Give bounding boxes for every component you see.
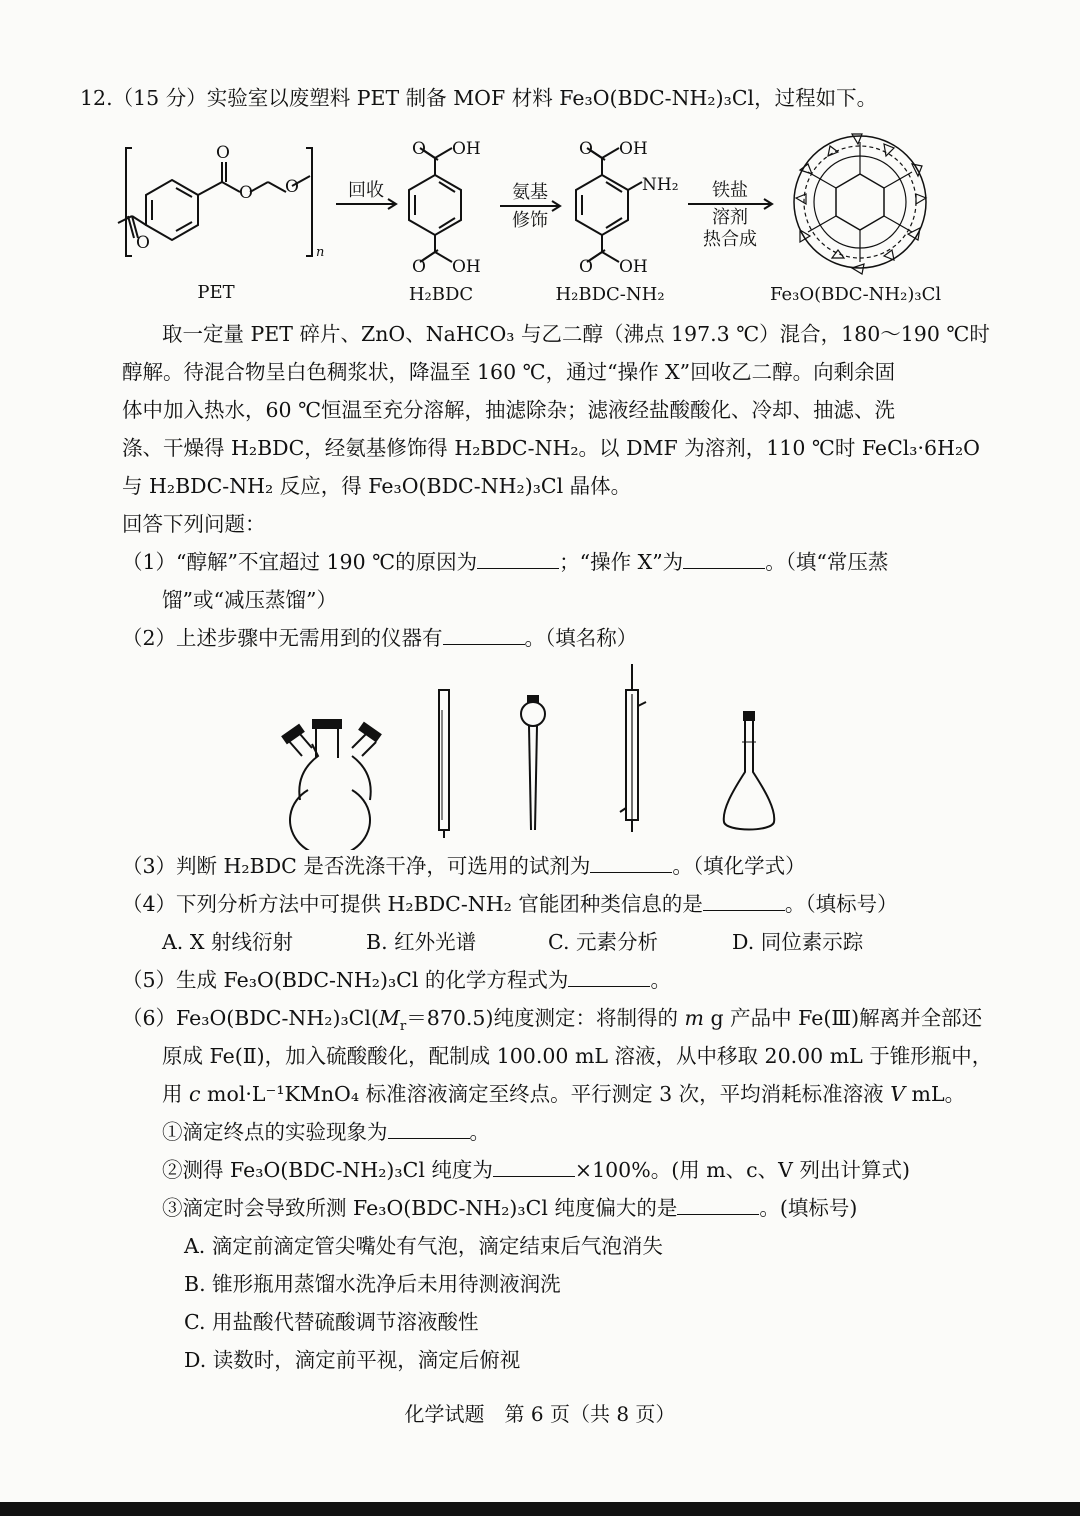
h2bdc-ring (409, 175, 461, 235)
q3-text-b: 。（填化学式） (672, 854, 806, 878)
arrow-2-label-bottom: 修饰 (512, 210, 548, 231)
amino-group-label: NH₂ (642, 175, 679, 195)
instrument-figure (0, 650, 1080, 850)
mof-label: Fe₃O(BDC-NH₂)₃Cl (770, 284, 942, 305)
q6-sub-3-blank[interactable] (677, 1194, 759, 1215)
arrow-2-label-top: 氨基 (512, 182, 548, 203)
body-line-5: 与 H₂BDC-NH₂ 反应，得 Fe₃O(BDC-NH₂)₃Cl 晶体。 (122, 474, 632, 498)
arrow-3-label-top: 铁盐 (712, 180, 748, 201)
h2bdc-nh2-oh-top: OH (619, 139, 648, 159)
h2bdc-nh2-o-bottom: O (579, 257, 593, 277)
q6-option-c: C. 用盐酸代替硫酸调节溶液酸性 (184, 1310, 479, 1334)
body-line-4: 涤、干燥得 H₂BDC，经氨基修饰得 H₂BDC-NH₂。以 DMF 为溶剂，110 ℃时 FeCl₃·6H₂O (122, 436, 980, 460)
pet-o-left: O (136, 233, 150, 253)
h2bdc-oh-top: OH (452, 139, 481, 159)
volumetric-flask-icon (724, 712, 775, 830)
q6-mr-sub: r (399, 1019, 407, 1035)
q6-sub-1 (162, 1118, 490, 1146)
q6-line-1 (122, 1004, 982, 1041)
q5-text-a: （5）生成 Fe₃O(BDC-NH₂)₃Cl 的化学方程式为 (122, 968, 569, 992)
separatory-funnel-icon (521, 696, 545, 830)
q4-text-a: （4）下列分析方法中可提供 H₂BDC-NH₂ 官能团种类信息的是 (122, 892, 703, 916)
three-neck-flask-icon (283, 720, 381, 850)
q5-line (122, 966, 671, 994)
h2bdc-nh2-o-top: O (579, 139, 593, 159)
q6-text-c3: mL。 (905, 1082, 966, 1106)
q2-text-a: （2）上述步骤中无需用到的仪器有 (122, 626, 443, 650)
pet-o-ester: O (239, 183, 253, 203)
body-line-3: 体中加入热水，60 ℃恒温至充分溶解，抽滤除杂；滤液经盐酸酸化、冷却、抽滤、洗 (122, 398, 896, 422)
h2bdc-label: H₂BDC (408, 284, 474, 305)
h2bdc-nh2-oh-bottom: OH (619, 257, 648, 277)
q6-mr: M (378, 1006, 400, 1030)
q6-v-var: V (890, 1082, 905, 1106)
q1-blank-1[interactable] (477, 548, 559, 569)
q1-text-a: （1）“醇解”不宜超过 190 ℃的原因为 (122, 550, 478, 574)
q6-option-d: D. 读数时，滴定前平视，滴定后俯视 (184, 1348, 521, 1372)
q4-line (122, 890, 898, 918)
q6-sub-2 (162, 1156, 910, 1184)
q1-line-2: 馏”或“减压蒸馏”） (162, 588, 337, 612)
q6-text-a3: g 产品中 Fe(Ⅲ)解离并全部还 (703, 1006, 983, 1030)
body-line-1: 取一定量 PET 碎片、ZnO、NaHCO₃ 与乙二醇（沸点 197.3 ℃）混合，180～190 ℃时 (162, 322, 990, 346)
scan-bottom-edge (0, 1502, 1080, 1516)
q4-option-d: D. 同位素示踪 (732, 930, 864, 954)
pet-ring (146, 180, 198, 240)
q6-sub-1-blank[interactable] (388, 1118, 470, 1139)
q4-option-b: B. 红外光谱 (366, 930, 477, 954)
q6-sub-2-text: ②测得 Fe₃O(BDC-NH₂)₃Cl 纯度为 (162, 1158, 493, 1182)
q6-sub-3-text: ③滴定时会导致所测 Fe₃O(BDC-NH₂)₃Cl 纯度偏大的是 (162, 1196, 678, 1220)
pet-bracket-left (126, 148, 132, 256)
q4-option-a: A. X 射线衍射 (162, 930, 293, 954)
q6-text-a1: （6）Fe₃O(BDC-NH₂)₃Cl( (122, 1006, 379, 1030)
q6-sub-2-end: ×100%。(用 m、c、V 列出计算式) (574, 1158, 910, 1182)
q5-blank[interactable] (568, 966, 650, 987)
q1-text-b: ；“操作 X”为 (559, 550, 684, 574)
q6-text-a2: ＝870.5)纯度测定：将制得的 (406, 1006, 685, 1030)
h2bdc-nh2-ring (576, 175, 628, 235)
question-title: （15 分）实验室以废塑料 PET 制备 MOF 材料 Fe₃O(BDC-NH₂)₃Cl，过程如下。 (112, 86, 878, 110)
h2bdc-o-top: O (412, 139, 426, 159)
condenser-icon (620, 664, 646, 832)
q3-blank[interactable] (590, 852, 672, 873)
q6-line-3 (162, 1080, 965, 1108)
pet-subscript-n: n (316, 245, 325, 260)
h2bdc-nh2-label: H₂BDC-NH₂ (555, 284, 665, 305)
arrow-3-label-mid: 溶剂 (712, 207, 748, 228)
q2-blank[interactable] (443, 624, 525, 645)
h2bdc-oh-bottom: OH (452, 257, 481, 277)
question-header (80, 84, 877, 112)
arrow-3-label-bottom: 热合成 (703, 229, 757, 250)
q5-text-b: 。 (650, 968, 671, 992)
q6-m-var: m (684, 1006, 704, 1030)
h2bdc-o-bottom: O (412, 257, 426, 277)
q6-sub-3-end: 。(填标号) (759, 1196, 858, 1220)
q6-sub-2-blank[interactable] (493, 1156, 575, 1177)
q6-option-a: A. 滴定前滴定管尖嘴处有气泡，滴定结束后气泡消失 (184, 1234, 663, 1258)
page-footer: 化学试题 第 6 页（共 8 页） (404, 1402, 676, 1426)
q6-sub-1-end: 。 (469, 1120, 490, 1144)
q6-option-b: B. 锥形瓶用蒸馏水洗净后未用待测液润洗 (184, 1272, 561, 1296)
q2-text-b: 。（填名称） (524, 626, 638, 650)
q6-sub-1-text: ①滴定终点的实验现象为 (162, 1120, 388, 1144)
question-number: 12. (80, 86, 113, 110)
answer-prompt: 回答下列问题： (122, 512, 266, 536)
q1-blank-2[interactable] (683, 548, 765, 569)
q3-line (122, 852, 806, 880)
q6-text-c1: 用 (162, 1082, 190, 1106)
q4-option-c: C. 元素分析 (548, 930, 658, 954)
pet-label: PET (197, 282, 235, 303)
q6-line-2: 原成 Fe(Ⅱ)，加入硫酸酸化，配制成 100.00 mL 溶液，从中移取 20.00 mL 于锥形瓶中， (162, 1044, 993, 1068)
q1-line-1 (122, 548, 888, 576)
pet-bracket-right (306, 148, 312, 256)
mof-cage-image (794, 134, 926, 274)
q4-blank[interactable] (703, 890, 785, 911)
q1-text-c: 。（填“常压蒸 (765, 550, 889, 574)
pet-o-top: O (216, 143, 230, 163)
q4-text-b: 。（填标号） (784, 892, 898, 916)
q6-c-var: c (189, 1082, 201, 1106)
q6-text-c2: mol·L⁻¹KMnO₄ 标准溶液滴定至终点。平行测定 3 次，平均消耗标准溶液 (200, 1082, 891, 1106)
q2-line (122, 624, 637, 652)
burette-icon (439, 690, 449, 838)
arrow-1-label: 回收 (348, 180, 384, 201)
pet-o-ether: O (285, 177, 299, 197)
q3-text-a: （3）判断 H₂BDC 是否洗涤干净，可选用的试剂为 (122, 854, 591, 878)
body-line-2: 醇解。待混合物呈白色稠浆状，降温至 160 ℃，通过“操作 X”回收乙二醇。向剩余固 (122, 360, 896, 384)
q6-sub-3 (162, 1194, 857, 1222)
